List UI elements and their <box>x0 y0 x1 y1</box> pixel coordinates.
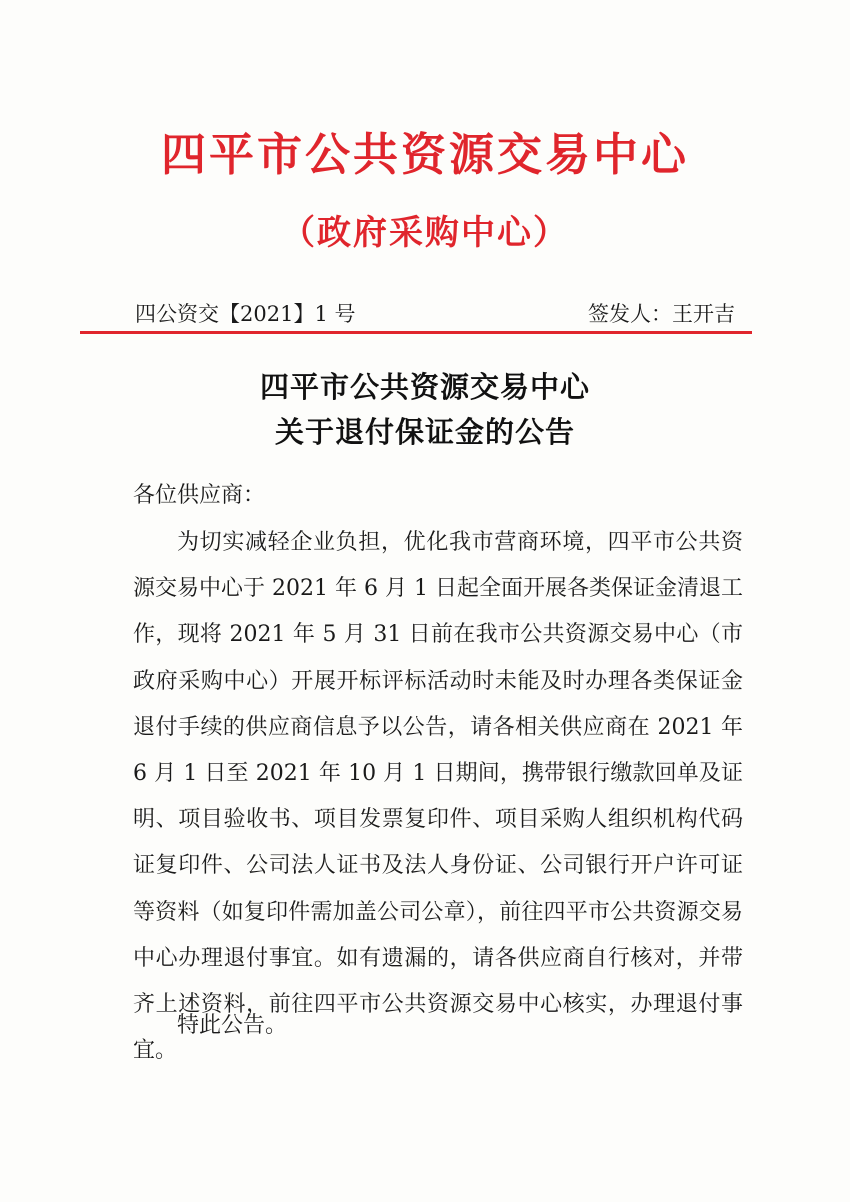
document-number: 四公资交【2021】1 号 <box>135 302 356 326</box>
closing-remark: 特此公告。 <box>177 1013 288 1038</box>
document-signer: 签发人：王开吉 <box>588 302 735 326</box>
salutation: 各位供应商： <box>133 483 266 508</box>
notice-body-paragraph: 为切实减轻企业负担，优化我市营商环境，四平市公共资源交易中心于 2021 年 6 月 1 日起全面开展各类保证金清退工作，现将 2021 年 5 月 31 日前在我市公共资源交易中心（市政府采购中心）开展开标评标活动时未能及时办理各类保证金退付手续的供应商信息予以公告，请各相关供应商在 2021 年 6 月 1 日至 2021 年 10 月 1 日期间，携带银行缴款回单及证明、项目验收书、项目发票复印件、项目采购人组织机构代码证复印件、公司法人证书及法人身份证、公司银行开户许可证等资料（如复印件需加盖公司公章），前往四平市公共资源交易中心办理退付事宜。如有遗漏的，请各供应商自行核对，并带齐上述资料，前往四平市公共资源交易中心核实，办理退付事宜。 <box>133 530 743 1064</box>
masthead-org-name: 四平市公共资源交易中心 <box>160 128 689 181</box>
document-header-line <box>135 298 735 328</box>
red-divider-rule <box>80 331 752 334</box>
notice-title-line1: 四平市公共资源交易中心 <box>259 370 590 404</box>
notice-title-line2: 关于退付保证金的公告 <box>274 415 575 449</box>
masthead-org-subtitle: （政府采购中心） <box>281 213 569 253</box>
